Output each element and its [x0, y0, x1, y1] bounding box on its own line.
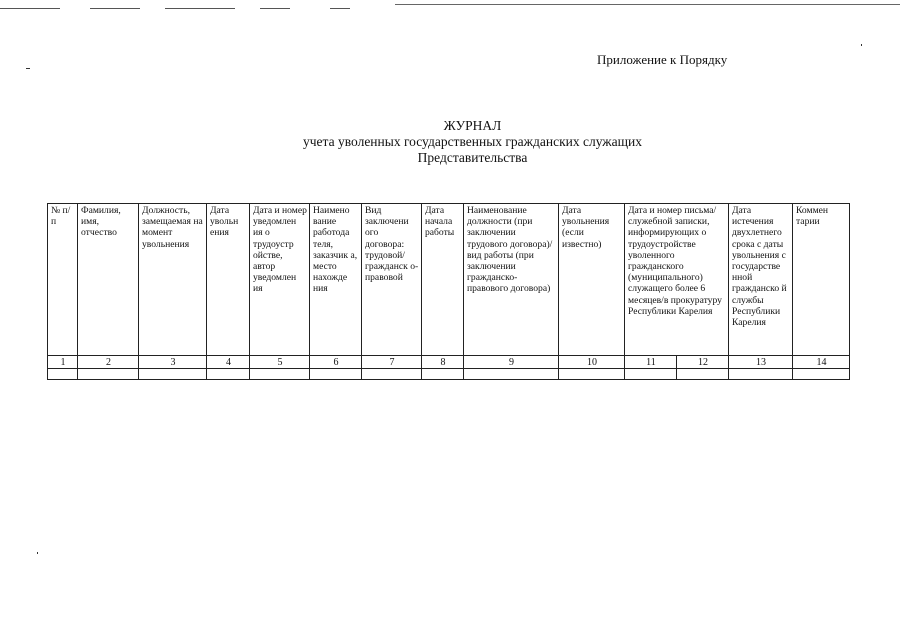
empty-cell — [250, 369, 310, 380]
empty-cell — [78, 369, 139, 380]
column-number: 1 — [48, 356, 78, 369]
header-cell-start-date: Дата начала работы — [422, 204, 464, 356]
empty-cell — [464, 369, 559, 380]
empty-cell — [793, 369, 850, 380]
header-cell-full-name: Фамилия, имя, отчество — [78, 204, 139, 356]
column-number: 10 — [559, 356, 625, 369]
empty-cell — [559, 369, 625, 380]
column-number: 8 — [422, 356, 464, 369]
scan-speck — [26, 68, 30, 69]
column-number: 14 — [793, 356, 850, 369]
header-cell-number: № п/п — [48, 204, 78, 356]
column-number: 5 — [250, 356, 310, 369]
column-number: 6 — [310, 356, 362, 369]
scan-artifact-line — [165, 8, 235, 9]
scan-artifact-line — [0, 8, 60, 9]
document-title — [0, 118, 905, 166]
header-cell-letter-date-number: Дата и номер письма/служебной записки, информирующих о трудоустройстве уволенного гражданского (муниципального) служащего более 6 месяцев/в прокуратуру Республики Карелия — [625, 204, 729, 356]
empty-data-row — [48, 369, 850, 380]
column-number-row — [48, 356, 850, 369]
column-number: 4 — [207, 356, 250, 369]
empty-cell — [207, 369, 250, 380]
empty-cell — [139, 369, 207, 380]
column-number: 2 — [78, 356, 139, 369]
journal-table — [47, 203, 850, 380]
empty-cell — [48, 369, 78, 380]
title-line-organization: Представительства — [417, 150, 528, 165]
header-cell-job-title: Наименование должности (при заключении трудового договора)/вид работы (при заключении гражданско- правового договора) — [464, 204, 559, 356]
column-number: 11 — [625, 356, 677, 369]
column-number: 9 — [464, 356, 559, 369]
title-line-subject: учета уволенных государственных гражданских служащих — [303, 134, 642, 149]
scan-artifact-line — [260, 8, 290, 9]
appendix-label: Приложение к Порядку — [597, 52, 728, 67]
empty-cell — [422, 369, 464, 380]
header-cell-comments: Коммен тарии — [793, 204, 850, 356]
header-row — [48, 204, 850, 356]
empty-cell — [625, 369, 677, 380]
empty-cell — [362, 369, 422, 380]
scan-speck — [861, 44, 862, 46]
title-line-journal: ЖУРНАЛ — [443, 118, 502, 133]
column-number: 12 — [677, 356, 729, 369]
header-cell-two-year-expiry: Дата истечения двухлетнего срока с даты увольнения с государстве нной гражданско й службы Республики Карелия — [729, 204, 793, 356]
header-cell-position: Должность, замещаемая на момент увольнения — [139, 204, 207, 356]
scan-artifact-line — [90, 8, 140, 9]
column-number: 13 — [729, 356, 793, 369]
header-cell-employment-notice: Дата и номер уведомлен ия о трудоустр ойстве, автор уведомлен ия — [250, 204, 310, 356]
header-cell-contract-type: Вид заключени ого договора: трудовой/ гражданск о- правовой — [362, 204, 422, 356]
header-cell-end-date: Дата увольнения (если известно) — [559, 204, 625, 356]
scan-artifact-line — [395, 4, 900, 5]
scan-speck — [37, 552, 38, 554]
empty-cell — [677, 369, 729, 380]
header-cell-employer: Наимено вание работода теля, заказчик а, место нахожде ния — [310, 204, 362, 356]
header-cell-dismissal-date: Дата увольн ения — [207, 204, 250, 356]
empty-cell — [729, 369, 793, 380]
scan-artifact-line — [330, 8, 350, 9]
empty-cell — [310, 369, 362, 380]
column-number: 3 — [139, 356, 207, 369]
column-number: 7 — [362, 356, 422, 369]
